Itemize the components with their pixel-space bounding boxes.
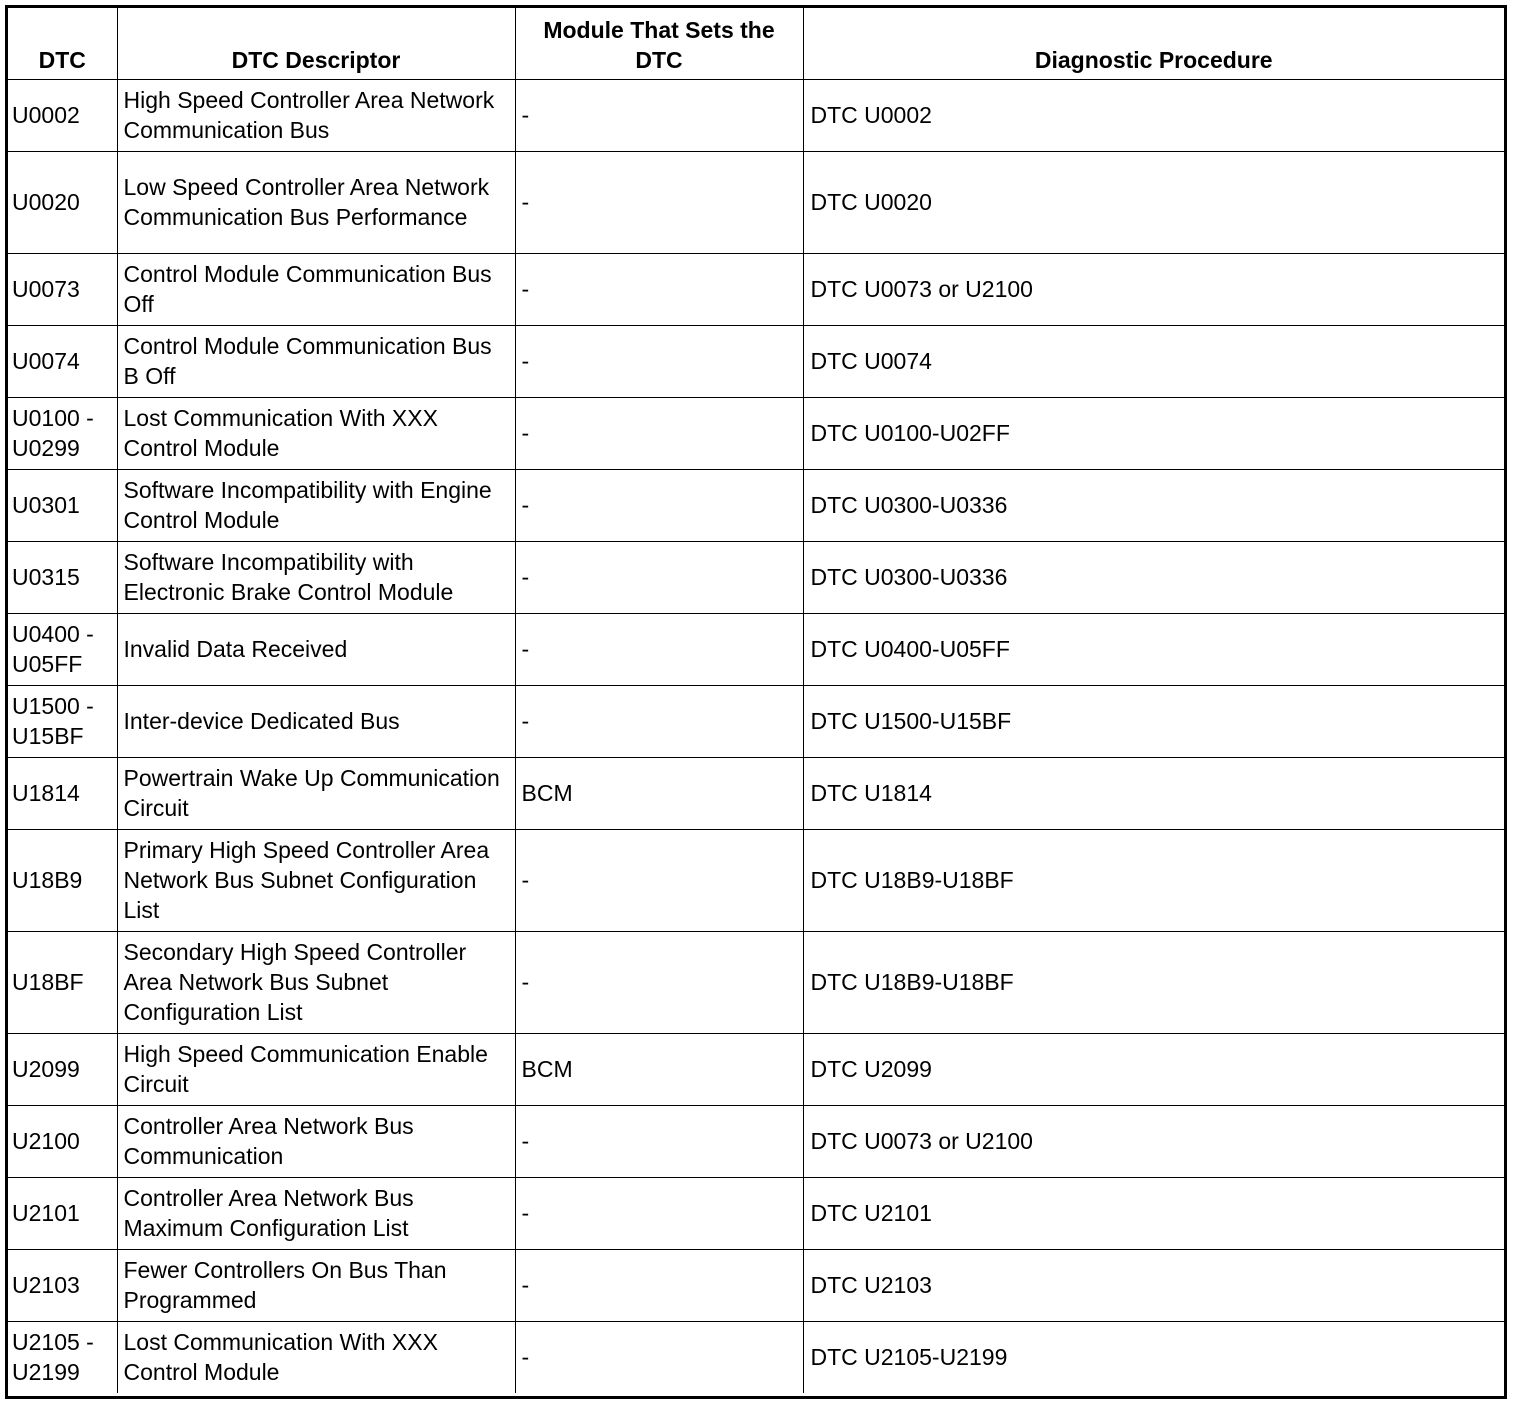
dtc-module: BCM [515,1033,803,1105]
table-header-row [8,8,1504,79]
dtc-module: BCM [515,757,803,829]
dtc-module: - [515,685,803,757]
dtc-code: U2105 - U2199 [8,1321,117,1393]
dtc-module: - [515,79,803,151]
table-row [8,469,1504,541]
table-row [8,397,1504,469]
dtc-code: U0002 [8,79,117,151]
dtc-descriptor: Fewer Controllers On Bus Than Programmed [117,1249,515,1321]
dtc-code: U1814 [8,757,117,829]
dtc-module: - [515,397,803,469]
dtc-module: - [515,1249,803,1321]
dtc-code: U0074 [8,325,117,397]
dtc-descriptor: Control Module Communication Bus Off [117,253,515,325]
dtc-procedure: DTC U18B9-U18BF [803,829,1504,931]
table-row [8,613,1504,685]
dtc-module: - [515,151,803,253]
dtc-procedure: DTC U0073 or U2100 [803,1105,1504,1177]
dtc-code: U2099 [8,1033,117,1105]
column-header-descriptor: DTC Descriptor [117,8,515,79]
dtc-descriptor: Inter-device Dedicated Bus [117,685,515,757]
dtc-code: U2103 [8,1249,117,1321]
table-row [8,253,1504,325]
dtc-code: U18BF [8,931,117,1033]
dtc-code: U2101 [8,1177,117,1249]
table-row [8,79,1504,151]
table-row [8,1105,1504,1177]
dtc-module: - [515,1177,803,1249]
dtc-descriptor: Controller Area Network Bus Maximum Configuration List [117,1177,515,1249]
dtc-table [8,8,1504,1393]
table-row [8,1033,1504,1105]
table-row [8,151,1504,253]
dtc-module: - [515,931,803,1033]
dtc-code: U0400 - U05FF [8,613,117,685]
dtc-descriptor: Control Module Communication Bus B Off [117,325,515,397]
dtc-descriptor: High Speed Controller Area Network Communication Bus [117,79,515,151]
table-row [8,1177,1504,1249]
dtc-module: - [515,469,803,541]
dtc-module: - [515,1321,803,1393]
dtc-descriptor: Lost Communication With XXX Control Module [117,1321,515,1393]
dtc-code: U2100 [8,1105,117,1177]
dtc-procedure: DTC U0074 [803,325,1504,397]
dtc-descriptor: Secondary High Speed Controller Area Network Bus Subnet Configuration List [117,931,515,1033]
dtc-module: - [515,541,803,613]
table-row [8,931,1504,1033]
dtc-procedure: DTC U0002 [803,79,1504,151]
dtc-procedure: DTC U0300-U0336 [803,469,1504,541]
table-row [8,541,1504,613]
dtc-procedure: DTC U0300-U0336 [803,541,1504,613]
dtc-descriptor: Low Speed Controller Area Network Communication Bus Performance [117,151,515,253]
dtc-code: U18B9 [8,829,117,931]
column-header-procedure: Diagnostic Procedure [803,8,1504,79]
dtc-module: - [515,325,803,397]
table-row [8,1249,1504,1321]
dtc-procedure: DTC U18B9-U18BF [803,931,1504,1033]
table-row [8,829,1504,931]
table-row [8,325,1504,397]
table-row [8,685,1504,757]
dtc-descriptor: Controller Area Network Bus Communication [117,1105,515,1177]
dtc-procedure: DTC U1500-U15BF [803,685,1504,757]
dtc-procedure: DTC U0100-U02FF [803,397,1504,469]
dtc-descriptor: Powertrain Wake Up Communication Circuit [117,757,515,829]
dtc-code: U0073 [8,253,117,325]
column-header-module: Module That Sets the DTC [515,8,803,79]
dtc-descriptor: Invalid Data Received [117,613,515,685]
table-row [8,757,1504,829]
dtc-code: U0315 [8,541,117,613]
dtc-procedure: DTC U2105-U2199 [803,1321,1504,1393]
dtc-procedure: DTC U1814 [803,757,1504,829]
dtc-descriptor: Software Incompatibility with Engine Control Module [117,469,515,541]
dtc-procedure: DTC U2103 [803,1249,1504,1321]
dtc-code: U0020 [8,151,117,253]
dtc-code: U1500 - U15BF [8,685,117,757]
dtc-descriptor: Primary High Speed Controller Area Network Bus Subnet Configuration List [117,829,515,931]
dtc-module: - [515,613,803,685]
dtc-descriptor: High Speed Communication Enable Circuit [117,1033,515,1105]
dtc-module: - [515,829,803,931]
dtc-procedure: DTC U0400-U05FF [803,613,1504,685]
column-header-dtc: DTC [8,8,117,79]
dtc-procedure: DTC U0020 [803,151,1504,253]
dtc-module: - [515,253,803,325]
dtc-descriptor: Software Incompatibility with Electronic Brake Control Module [117,541,515,613]
dtc-table-frame [5,5,1507,1399]
table-row [8,1321,1504,1393]
dtc-procedure: DTC U2101 [803,1177,1504,1249]
dtc-procedure: DTC U2099 [803,1033,1504,1105]
dtc-procedure: DTC U0073 or U2100 [803,253,1504,325]
dtc-code: U0100 - U0299 [8,397,117,469]
dtc-code: U0301 [8,469,117,541]
dtc-module: - [515,1105,803,1177]
dtc-descriptor: Lost Communication With XXX Control Module [117,397,515,469]
